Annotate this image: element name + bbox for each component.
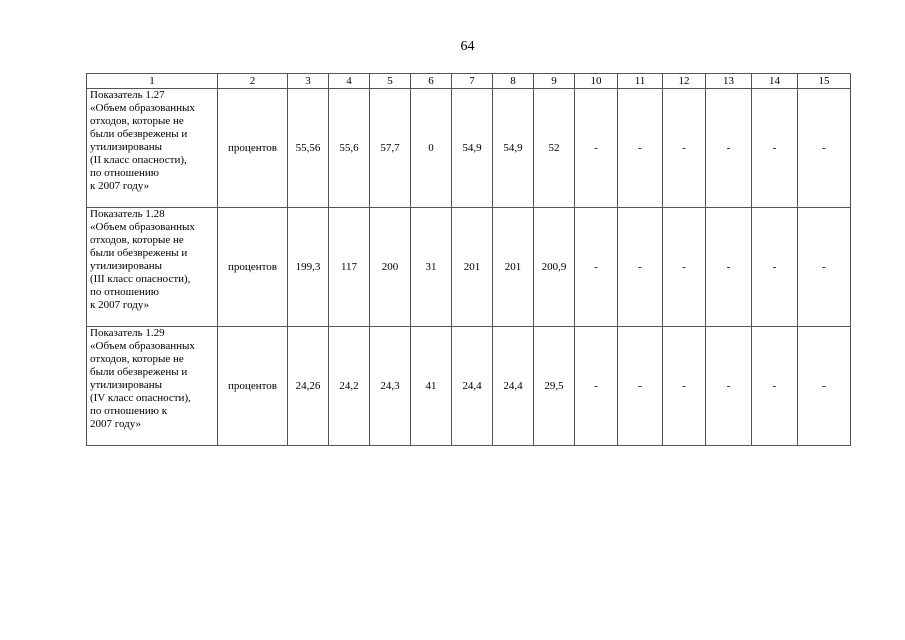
value-cell: -	[706, 327, 752, 446]
value-cell: 31	[411, 208, 452, 327]
header-cell: 10	[575, 74, 618, 89]
header-cell: 14	[752, 74, 798, 89]
indicator-label-cell: Показатель 1.27 «Объем образованных отходов, которые не были обезврежены и утилизированы (II класс опасности), по отношению к 2007 году»	[87, 89, 218, 208]
value-cell: -	[798, 208, 851, 327]
header-cell: 2	[218, 74, 288, 89]
value-cell: -	[618, 208, 663, 327]
indicators-table	[86, 73, 851, 446]
value-cell: -	[663, 89, 706, 208]
value-cell: -	[798, 327, 851, 446]
value-cell: 200,9	[534, 208, 575, 327]
value-cell: 24,3	[370, 327, 411, 446]
value-cell: 24,26	[288, 327, 329, 446]
header-cell: 8	[493, 74, 534, 89]
header-cell: 9	[534, 74, 575, 89]
indicator-label-cell: Показатель 1.29 «Объем образованных отходов, которые не были обезврежены и утилизированы (IV класс опасности), по отношению к 2007 году»	[87, 327, 218, 446]
header-cell: 5	[370, 74, 411, 89]
header-cell: 7	[452, 74, 493, 89]
value-cell: 52	[534, 89, 575, 208]
value-cell: 201	[452, 208, 493, 327]
value-cell: 117	[329, 208, 370, 327]
value-cell: 199,3	[288, 208, 329, 327]
value-cell: 24,2	[329, 327, 370, 446]
table-row	[87, 327, 851, 446]
unit-cell: процентов	[218, 89, 288, 208]
value-cell: 54,9	[493, 89, 534, 208]
value-cell: 55,6	[329, 89, 370, 208]
value-cell: 29,5	[534, 327, 575, 446]
header-cell: 6	[411, 74, 452, 89]
table-body	[87, 74, 851, 446]
header-cell: 11	[618, 74, 663, 89]
value-cell: -	[752, 89, 798, 208]
unit-cell: процентов	[218, 208, 288, 327]
indicator-label-cell: Показатель 1.28 «Объем образованных отходов, которые не были обезврежены и утилизированы (III класс опасности), по отношению к 2007 году»	[87, 208, 218, 327]
header-cell: 4	[329, 74, 370, 89]
table-row	[87, 89, 851, 208]
value-cell: 200	[370, 208, 411, 327]
header-row	[87, 74, 851, 89]
value-cell: -	[575, 208, 618, 327]
value-cell: 201	[493, 208, 534, 327]
value-cell: -	[798, 89, 851, 208]
value-cell: -	[618, 89, 663, 208]
page-number: 64	[460, 39, 475, 54]
header-cell: 1	[87, 74, 218, 89]
value-cell: -	[706, 89, 752, 208]
value-cell: 57,7	[370, 89, 411, 208]
value-cell: 41	[411, 327, 452, 446]
value-cell: -	[706, 208, 752, 327]
value-cell: -	[575, 89, 618, 208]
value-cell: 55,56	[288, 89, 329, 208]
header-cell: 15	[798, 74, 851, 89]
value-cell: 24,4	[452, 327, 493, 446]
value-cell: 54,9	[452, 89, 493, 208]
value-cell: -	[663, 327, 706, 446]
value-cell: -	[663, 208, 706, 327]
value-cell: -	[752, 208, 798, 327]
value-cell: 0	[411, 89, 452, 208]
value-cell: -	[618, 327, 663, 446]
header-cell: 13	[706, 74, 752, 89]
unit-cell: процентов	[218, 327, 288, 446]
value-cell: -	[752, 327, 798, 446]
header-cell: 12	[663, 74, 706, 89]
table-row	[87, 208, 851, 327]
value-cell: -	[575, 327, 618, 446]
header-cell: 3	[288, 74, 329, 89]
value-cell: 24,4	[493, 327, 534, 446]
